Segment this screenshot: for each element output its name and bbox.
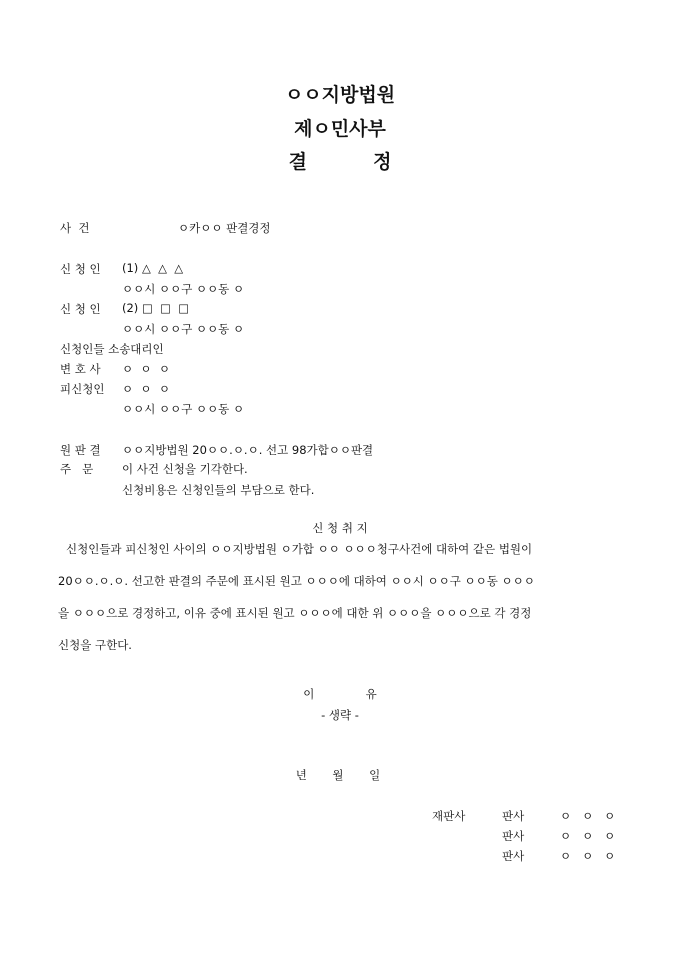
purpose-line: 신청을 구한다. <box>58 638 132 652</box>
judge-title: 판사 <box>502 809 525 823</box>
document-type: 결 정 <box>288 151 392 173</box>
party-label: 신청인들 소송대리인 <box>60 342 164 356</box>
judge-title: 판사 <box>502 829 525 843</box>
purpose-line: 20ㅇㅇ.ㅇ.ㅇ. 선고한 판결의 주문에 표시된 원고 ㅇㅇㅇ에 대하여 ㅇㅇ시 ㅇㅇ구 ㅇㅇ동 ㅇㅇㅇ <box>58 574 535 588</box>
party-value: ㅇ ㅇ ㅇ <box>122 382 170 396</box>
party-label: 변 호 사 <box>60 362 101 376</box>
court-name: ㅇㅇ지방법원 <box>284 84 396 106</box>
original-judgment-value: ㅇㅇ지방법원 20ㅇㅇ.ㅇ.ㅇ. 선고 98가합ㅇㅇ판결 <box>122 443 374 457</box>
case-value: ㅇ카ㅇㅇ 판결경정 <box>178 221 271 235</box>
party-label: 신 청 인 <box>60 302 101 316</box>
order-line: 신청비용은 신청인들의 부담으로 한다. <box>122 483 315 497</box>
case-label: 사 건 <box>60 221 90 235</box>
purpose-line: 신청인들과 피신청인 사이의 ㅇㅇ지방법원 ㅇ가합 ㅇㅇ ㅇㅇㅇ청구사건에 대하여 같은 법원이 <box>66 542 533 556</box>
party-address: ㅇㅇ시 ㅇㅇ구 ㅇㅇ동 ㅇ <box>122 322 245 336</box>
judge-name: ㅇ ㅇ ㅇ <box>560 849 616 863</box>
date-line: 년 월 일 <box>295 768 381 782</box>
reason-heading: 이 유 <box>303 687 377 701</box>
party-value: ㅇ ㅇ ㅇ <box>122 362 170 376</box>
original-judgment-label: 원 판 결 <box>60 443 101 457</box>
party-label: 피신청인 <box>60 382 105 396</box>
judge-name: ㅇ ㅇ ㅇ <box>560 829 616 843</box>
party-label: 신 청 인 <box>60 262 101 276</box>
judge-name: ㅇ ㅇ ㅇ <box>560 809 616 823</box>
purpose-heading: 신 청 취 지 <box>312 521 368 535</box>
presiding-judge-label: 재판사 <box>432 809 466 823</box>
reason-body: - 생략 - <box>321 708 359 722</box>
party-value: (2) □ □ □ <box>122 301 190 315</box>
order-label: 주 문 <box>60 462 94 476</box>
judge-title: 판사 <box>502 849 525 863</box>
purpose-line: 을 ㅇㅇㅇ으로 경정하고, 이유 중에 표시된 원고 ㅇㅇㅇ에 대한 위 ㅇㅇㅇ을 ㅇㅇㅇ으로 각 경정 <box>58 606 532 620</box>
party-value: (1) △ △ △ <box>122 261 184 275</box>
party-address: ㅇㅇ시 ㅇㅇ구 ㅇㅇ동 ㅇ <box>122 282 245 296</box>
order-line: 이 사건 신청을 기각한다. <box>122 462 248 476</box>
party-address: ㅇㅇ시 ㅇㅇ구 ㅇㅇ동 ㅇ <box>122 402 245 416</box>
division-name: 제ㅇ민사부 <box>294 118 386 140</box>
